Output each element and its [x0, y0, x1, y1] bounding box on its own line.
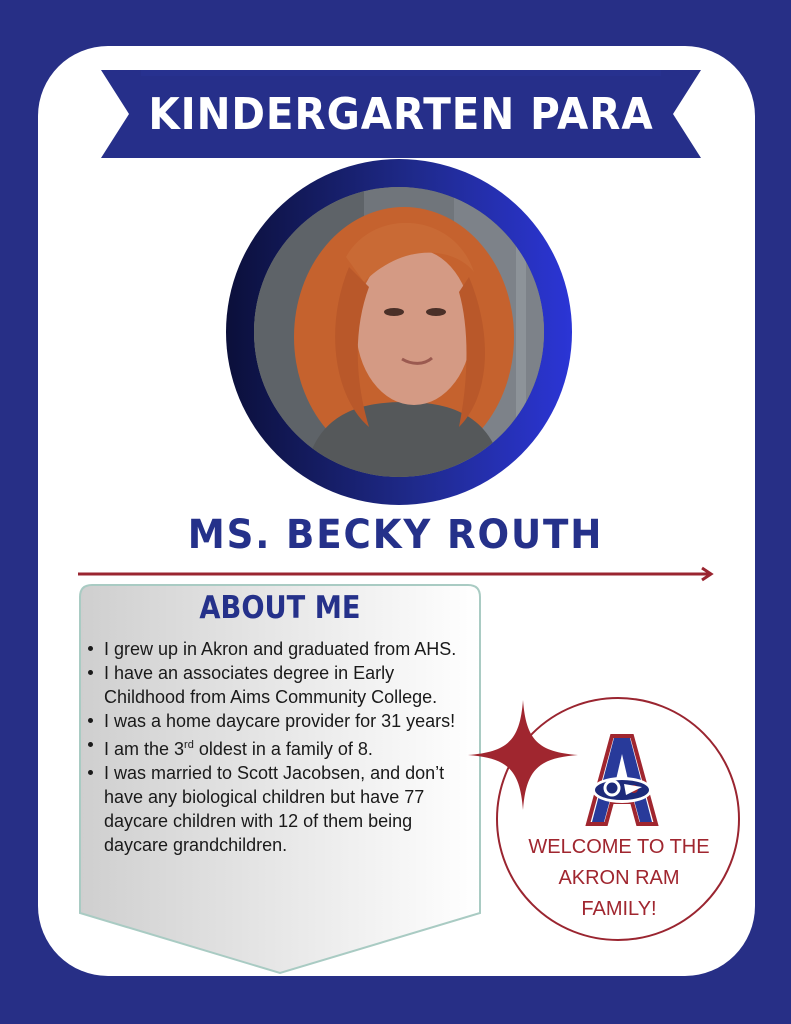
list-item: I have an associates degree in Early Childhood from Aims Community College.	[85, 661, 480, 709]
akron-ram-logo-icon	[582, 732, 662, 828]
list-item: I was a home daycare provider for 31 years!	[85, 709, 480, 733]
list-item: I was married to Scott Jacobsen, and don’t have any biological children but have 77 daycare children with 12 of them being daycare grandchildren.	[85, 761, 480, 857]
list-item-text: oldest in a family of 8.	[193, 739, 373, 759]
about-me-list	[85, 637, 480, 857]
sparkle-icon	[468, 700, 578, 810]
welcome-message	[506, 832, 732, 925]
divider-arrow	[78, 566, 714, 582]
list-item: I grew up in Akron and graduated from AHS.	[85, 637, 480, 661]
welcome-line: WELCOME TO THE	[528, 836, 710, 858]
about-me-title: ABOUT ME	[199, 590, 361, 626]
welcome-line: FAMILY!	[581, 898, 657, 920]
banner-title: KINDERGARTEN PARA	[148, 88, 654, 140]
list-item	[85, 733, 480, 761]
person-name: MS. BECKY ROUTH	[187, 512, 604, 558]
portrait-illustration	[254, 187, 544, 477]
title-banner	[101, 70, 701, 158]
portrait-photo	[254, 187, 544, 477]
ordinal-suffix: rd	[184, 739, 194, 751]
list-item-text: I am the 3	[104, 739, 185, 759]
welcome-line: AKRON RAM	[558, 867, 680, 889]
